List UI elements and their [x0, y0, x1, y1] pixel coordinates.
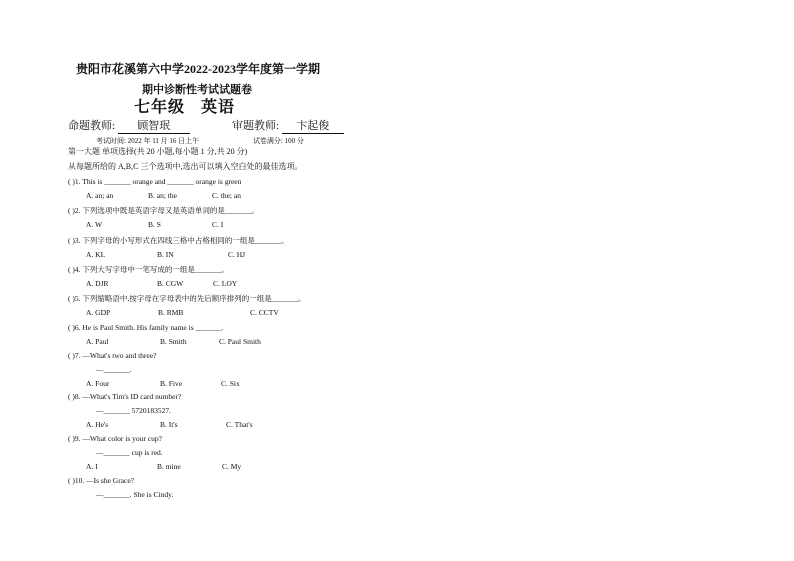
- subject: 英语: [201, 99, 236, 116]
- option-a: A. DJR: [86, 279, 109, 288]
- question-stem: ( )1. This is _______ orange and _______ orange is green: [68, 177, 242, 186]
- question-stem: ( )9. —What color is your cup?: [68, 434, 162, 443]
- option-c: C. the; an: [212, 191, 241, 200]
- school-title: 贵阳市花溪第六中学2022-2023学年度第一学期: [76, 62, 320, 76]
- question-stem: ( )7. —What's two and three?: [68, 351, 157, 360]
- reviewer-name: 卞起俊: [282, 117, 344, 134]
- question-stem: ( )8. —What's Tim's ID card number?: [68, 392, 182, 401]
- option-c: C. That's: [226, 420, 253, 429]
- question-stem: ( )3. 下列字母的小写形式在四线三格中占格相同的一组是_______。: [68, 236, 289, 245]
- option-b: B. IN: [157, 250, 174, 259]
- setter-label: 命题教师:: [68, 120, 116, 132]
- option-c: C. Paul Smith: [219, 337, 261, 346]
- section-instruction: 从每题所给的 A,B,C 三个选项中,选出可以填入空白处的最佳选项。: [68, 162, 303, 171]
- question-stem: ( )4. 下列大写字母中一笔写成的一组是_______。: [68, 265, 229, 274]
- option-b: B. It's: [160, 420, 178, 429]
- option-a: A. KL: [86, 250, 106, 259]
- setter-name: 顾智珉: [118, 117, 190, 134]
- option-a: A. an; an: [86, 191, 114, 200]
- answer-blank: —_______. She is Cindy.: [96, 490, 174, 499]
- option-b: B. Smith: [160, 337, 187, 346]
- question-stem: ( )6. He is Paul Smith. His family name is _______.: [68, 323, 224, 332]
- option-a: A. W: [86, 220, 103, 229]
- exam-score: 试卷满分: 100 分: [252, 137, 304, 145]
- option-b: B. an; the: [148, 191, 177, 200]
- option-c: C. LOY: [213, 279, 238, 288]
- reviewer-label: 审题教师:: [232, 120, 280, 132]
- option-c: C. Six: [221, 379, 240, 388]
- option-c: C. I: [212, 220, 224, 229]
- question-stem: ( )10. —Is she Grace?: [68, 476, 135, 485]
- answer-blank: —_______.: [96, 365, 132, 374]
- option-a: A. Paul: [86, 337, 109, 346]
- option-a: A. Four: [86, 379, 110, 388]
- exam-info: [96, 136, 316, 146]
- setter: [68, 117, 190, 134]
- option-a: A. I: [86, 462, 98, 471]
- option-b: B. CGW: [157, 279, 184, 288]
- option-b: B. mine: [157, 462, 181, 471]
- option-a: A. GDP: [86, 308, 111, 317]
- question-stem: ( )2. 下列选项中既是英语字母又是英语单词的是_______。: [68, 206, 259, 215]
- option-c: C. My: [222, 462, 242, 471]
- answer-blank: —_______ 5720183527.: [96, 406, 171, 415]
- option-a: A. He's: [86, 420, 109, 429]
- option-c: C. CCTV: [250, 308, 279, 317]
- section-title: 第一大题 单项选择(共 20 小题,每小题 1 分,共 20 分): [68, 147, 248, 156]
- reviewer: [232, 117, 344, 134]
- option-c: C. HJ: [228, 250, 246, 259]
- exam-title: 期中诊断性考试试题卷: [142, 84, 252, 96]
- option-b: B. S: [148, 220, 161, 229]
- option-b: B. Five: [160, 379, 183, 388]
- question-stem: ( )5. 下列缩略语中,按字母在字母表中的先后顺序排列的一组是_______。: [68, 294, 306, 303]
- grade: 七年级: [134, 99, 186, 116]
- grade-subject: [134, 94, 235, 117]
- answer-blank: —_______ cup is red.: [96, 448, 163, 457]
- exam-time: 考试时间: 2022 年 11 月 16 日上午: [96, 137, 200, 145]
- option-b: B. RMB: [158, 308, 184, 317]
